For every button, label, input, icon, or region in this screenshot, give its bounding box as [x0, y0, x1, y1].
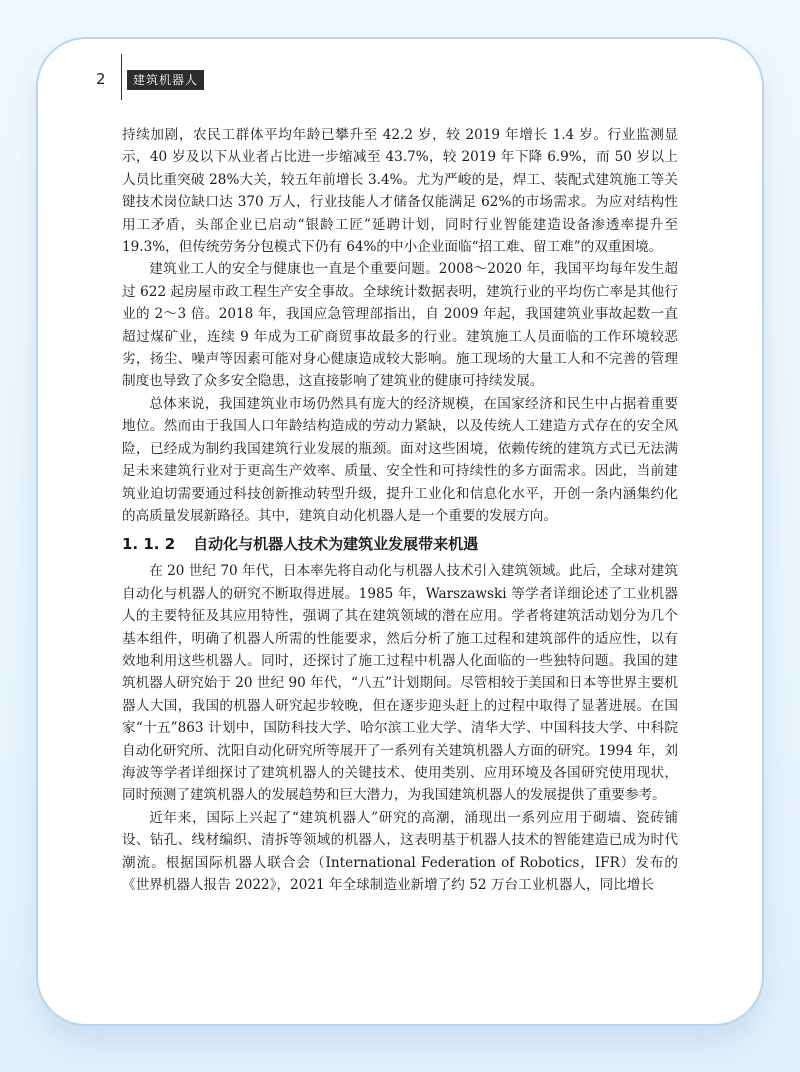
section-number: 1. 1. 2 — [122, 535, 176, 554]
page-content — [122, 124, 678, 896]
paragraph-history: 在 20 世纪 70 年代，日本率先将自动化与机器人技术引入建筑领域。此后，全球对建筑自动化与机器人的研究不断取得进展。1985 年，Warszawski 等学者详细论述了工业机器人的主要特征及其应用特性，强调了其在建筑领域的潜在应用。学者将建筑活动划分为几个基本组件，明确了机器人所需的性能要求，然后分析了施工过程和建筑部件的适应性，以有效地利用这些机器人。同时，还探讨了施工过程中机器人化面临的一些独特问题。我国的建筑机器人研究始于 20 世纪 90 年代，“八五”计划期间。尽管相较于美国和日本等世界主要机器人大国，我国的机器人研究起步较晚，但在逐步迎头赶上的过程中取得了显著进展。在国家“十五”863 计划中，国防科技大学、哈尔滨工业大学、清华大学、中国科技大学、中科院自动化研究所、沈阳自动化研究所等展开了一系列有关建筑机器人方面的研究。1994 年，刘海波等学者详细探讨了建筑机器人的关键技术、使用类别、应用环境及各国研究使用现状，同时预测了建筑机器人的发展趋势和巨大潜力，为我国建筑机器人的发展提供了重要参考。 — [122, 563, 678, 804]
section-heading — [122, 533, 678, 555]
header-divider — [121, 54, 122, 100]
section-title: 自动化与机器人技术为建筑业发展带来机遇 — [193, 535, 479, 554]
paragraph-summary: 总体来说，我国建筑业市场仍然具有庞大的经济规模，在国家经济和民生中占据着重要地位。然而由于我国人口年龄结构造成的劳动力紧缺，以及传统人工建造方式存在的安全风险，已经成为制约我国建筑行业发展的瓶颈。面对这些困境，依赖传统的建筑方式已无法满足未来建筑行业对于更高生产效率、质量、安全性和可持续性的多方面需求。因此，当前建筑业迫切需要通过科技创新推动转型升级，提升工业化和信息化水平，开创一条内涵集约化的高质量发展新路径。其中，建筑自动化机器人是一个重要的发展方向。 — [122, 395, 678, 524]
paragraph-recent: 近年来，国际上兴起了“建筑机器人”研究的高潮，涌现出一系列应用于砌墙、瓷砖铺设、钻孔、线材编织、清拆等领域的机器人，这表明基于机器人技术的智能建造已成为时代潮流。根据国际机器人联合会（International Federation of Robotics，IFR）发布的《世界机器人报告 2022》，2021 年全球制造业新增了约 52 万台工业机器人，同比增长 — [122, 809, 678, 893]
paragraph-continued: 持续加剧，农民工群体平均年龄已攀升至 42.2 岁，较 2019 年增长 1.4 岁。行业监测显示，40 岁及以下从业者占比进一步缩减至 43.7%，较 2019 年下降 6.9%，而 50 岁以上人员比重突破 28%大关，较五年前增长 3.4%。尤为严峻的是，焊工、装配式建筑施工等关键技术岗位缺口达 370 万人，行业技能人才储备仅能满足 62%的市场需求。为应对结构性用工矛盾，头部企业已启动“银龄工匠”延聘计划，同时行业智能建造设备渗透率提升至 19.3%，但传统劳务分包模式下仍有 64%的中小企业面临“招工难、留工难”的双重困境。 — [122, 127, 678, 256]
paragraph-safety: 建筑业工人的安全与健康也一直是个重要问题。2008～2020 年，我国平均每年发生超过 622 起房屋市政工程生产安全事故。全球统计数据表明，建筑行业的平均伤亡率是其他行业的 2～3 倍。2018 年，我国应急管理部指出，自 2009 年起，我国建筑业事故起数一直超过煤矿业，连续 9 年成为工矿商贸事故最多的行业。建筑施工人员面临的工作环境较恶劣，扬尘、噪声等因素可能对身心健康造成较大影响。施工现场的大量工人和不完善的管理制度也导致了众多安全隐患，这直接影响了建筑业的健康可持续发展。 — [122, 261, 678, 390]
page-number: 2 — [96, 70, 106, 88]
running-head-title: 建筑机器人 — [127, 70, 204, 90]
